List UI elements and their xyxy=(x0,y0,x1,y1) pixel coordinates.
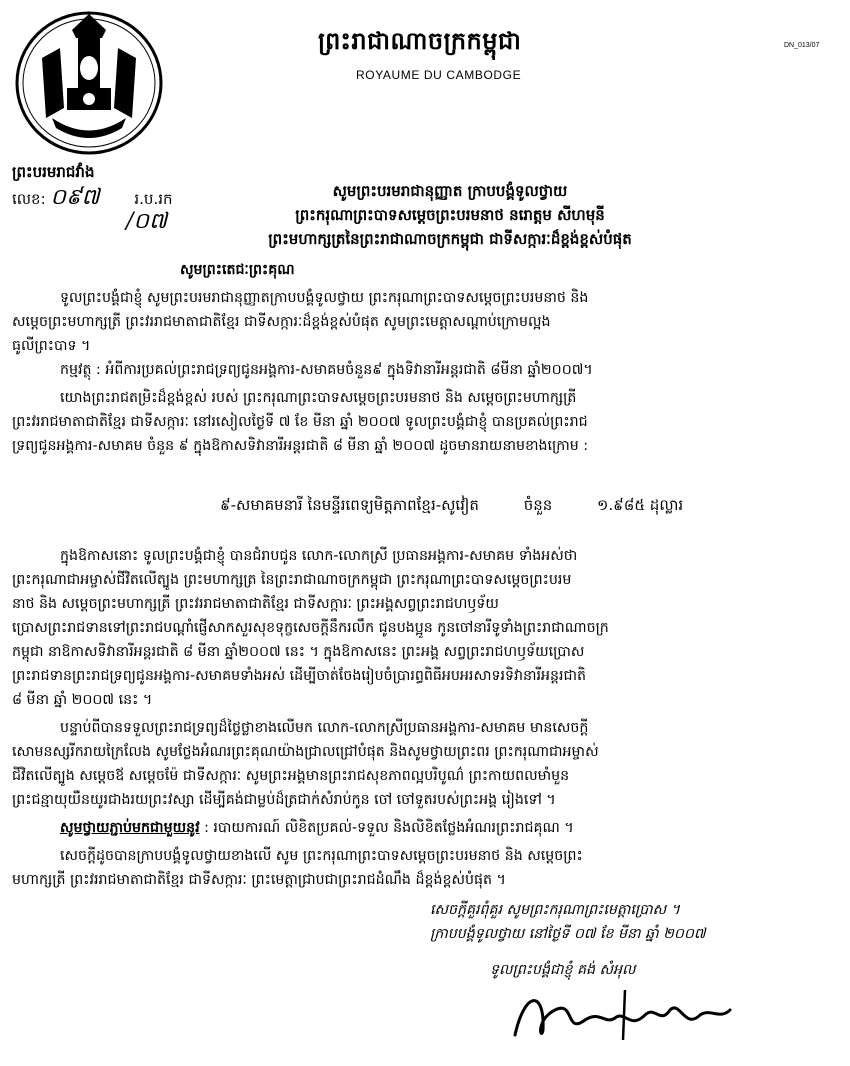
signer-name: ទូលព្រះបង្គំជាខ្ញុំ គង់ សំអុល xyxy=(490,962,636,978)
heading-line-1: សូមព្រះបរមរាជានុញ្ញាត ក្រាបបង្គំទូលថ្វាយ xyxy=(332,182,568,200)
amount-value: ១.៩៨៥ ដុល្លារ xyxy=(597,496,684,514)
royal-seal-emblem xyxy=(12,8,166,158)
kingdom-title-khmer: ព្រះរាជាណាចក្រកម្ពុជា xyxy=(318,27,522,55)
body-line: សោមនស្សរីករាយក្រៃលែង សូមថ្លែងអំណរព្រះគុណយ៉ាងជ្រាលជ្រៅបំផុត និងសូមថ្វាយព្រះពរ ព្រះករុណាជាអម្ចាស់ xyxy=(12,744,599,760)
attachment-text: : របាយការណ៍ លិខិតប្រគល់-ទទួល និងលិខិតថ្លែងអំណរព្រះរាជគុណ ។ xyxy=(204,820,574,836)
amount-org: ៩-សមាគមនារី នៃមន្ទីរពេទ្យមិត្តភាពខ្មែរ-សូវៀត xyxy=(220,496,479,514)
body-line: ធូលីព្រះបាទ ។ xyxy=(12,338,91,354)
body-line: សម្តេចព្រះមហាក្សត្រី ព្រះវររាជមាតាជាតិខ្មែរ ជាទីសក្ការៈដ៏ខ្ពង់ខ្ពស់បំផុត សូមព្រះមេត្តាសណ្តាប់ក្រោមល្អង xyxy=(12,314,551,330)
handwritten-signature xyxy=(505,980,745,1050)
amount-line xyxy=(220,496,683,518)
body-line: ប្រោសព្រះរាជទានទៅព្រះរាជបណ្តាំផ្ញើសាកសួរសុខទុក្ខសេចក្តីនឹករលឹក ជូនបងប្អូន កូនចៅនារីទូទាំងព្រះរាជាណាចក្រ xyxy=(12,620,609,636)
amount-label: ចំនួន xyxy=(523,496,553,514)
sign-line: សេចក្តីគួរពុំគួរ សូមព្រះករុណាព្រះមេត្តាប្រោស ។ xyxy=(430,902,680,918)
body-line: កម្ពុជា នាឱកាសទិវានារីអន្តរជាតិ ៨ មីនា ឆ្នាំ២០០៧ នេះ ។ ក្នុងឱកាសនេះ ព្រះអង្គ សព្វព្រះរាជហឫទ័យប្រោស xyxy=(12,644,585,660)
number-handwritten: ០៩៧ xyxy=(50,185,100,210)
body-line: ជីវិតលើត្បូង សម្តេចឪ សម្តេចម៉ែ ជាទីសក្ការៈ សូមព្រះអង្គមានព្រះរាជសុខភាពល្អបរិបូណ៌ ព្រះកាយពលមាំមួន xyxy=(12,768,570,784)
heading-line-3: ព្រះមហាក្សត្រនៃព្រះរាជាណាចក្រកម្ពុជា ជាទីសក្ការៈដ៏ខ្ពង់ខ្ពស់បំផុត xyxy=(268,230,632,248)
closing-line: មហាក្សត្រី ព្រះវររាជមាតាជាតិខ្មែរ ជាទីសក្ការៈ ព្រះមេត្តាជ្រាបជាព្រះរាជដំណឹង ដ៏ខ្ពង់ខ្ពស់បំផុត ។ xyxy=(12,872,506,888)
body-line: ក្នុងឱកាសនោះ ទូលព្រះបង្គំជាខ្ញុំ បានជំរាបជូន លោក-លោកស្រី ប្រធានអង្គការ-សមាគម ទាំងអស់ថា xyxy=(60,548,578,564)
number-suffix: រ.ប.រក xyxy=(134,190,173,208)
body-line: ព្រះវររាជមាតាជាតិខ្មែរ ជាទីសក្ការៈ នៅរសៀលថ្ងៃទី ៧ ខែ មីនា ឆ្នាំ ២០០៧ ទូលព្រះបង្គំជាខ្ញុំ បានប្រគល់ព្រះរាជ xyxy=(12,414,588,430)
heading-line-2: ព្រះករុណាព្រះបាទសម្តេចព្រះបរមនាថ នរោត្តម សីហមុនី xyxy=(295,206,605,224)
number-year-handwritten: /០៧ xyxy=(126,209,168,234)
body-line: ព្រះករុណាជាអម្ចាស់ជីវិតលើត្បូង ព្រះមហាក្សត្រ នៃព្រះរាជាណាចក្រកម្ពុជា ព្រះករុណាព្រះបាទសម្តេចព្រះបរម xyxy=(12,572,572,588)
closing-line: សេចក្តីដូចបានក្រាបបង្គំទូលថ្វាយខាងលើ សូម ព្រះករុណាព្រះបាទសម្តេចព្រះបរមនាថ និង សម្តេចព្រះ xyxy=(60,848,583,864)
body-line: ៨ មីនា ឆ្នាំ ២០០៧ នេះ ។ xyxy=(12,692,153,708)
kingdom-title-french: ROYAUME DU CAMBODGE xyxy=(356,68,522,82)
salutation: សូមព្រះតេជៈព្រះគុណ xyxy=(180,262,295,278)
body-line: បន្ទាប់ពីបានទទួលព្រះរាជទ្រព្យដ៏ថ្លៃថ្លាខាងលើមក លោក-លោកស្រីប្រធានអង្គការ-សមាគម មានសេចក្តី xyxy=(60,720,589,736)
attachment-line xyxy=(60,818,850,838)
body-line: នាថ និង សម្តេចព្រះមហាក្សត្រី ព្រះវររាជមាតាជាតិខ្មែរ ជាទីសក្ការៈ ព្រះអង្គសព្វព្រះរាជហឫទ័យ xyxy=(12,596,499,612)
body-line: ទ្រព្យជូនអង្គការ-សមាគម ចំនួន ៩ ក្នុងឱកាសទិវានារីអន្តរជាតិ ៨ មីនា ឆ្នាំ ២០០៧ ដូចមានរាយនាមខាងក្រោម : xyxy=(12,438,589,454)
sign-line: ក្រាបបង្គំទូលថ្វាយ នៅថ្ងៃទី ០៧ ខែ មីនា ឆ្នាំ ២០០៧ xyxy=(430,926,706,942)
body-line: ព្រះរាជទានព្រះរាជទ្រព្យជូនអង្គការ-សមាគមទាំងអស់ ដើម្បីចាត់ចែងរៀបចំប្រារព្ធពិធីអបអរសាទរទិវានារីអន្តរជាតិ xyxy=(12,668,587,684)
body-line: ព្រះជន្មាយុយឺនយូរជាងរយព្រះវស្សា ដើម្បីគង់ជាម្លប់ដ៏ត្រជាក់សំរាប់កូន ចៅ ចៅទួតរបស់ព្រះអង្គ រៀងទៅ ។ xyxy=(12,792,556,808)
attachment-label: សូមថ្វាយភ្ជាប់មកជាមួយនូវ xyxy=(60,820,200,836)
number-label: លេខ: xyxy=(12,190,46,208)
body-line: យោងព្រះរាជតម្រិះដ៏ខ្ពង់ខ្ពស់ របស់ ព្រះករុណាព្រះបាទសម្តេចព្រះបរមនាថ និង សម្តេចព្រះមហាក្សត្រី xyxy=(60,390,577,406)
issuing-office: ព្រះបរមរាជវាំង xyxy=(12,163,95,181)
body-line: ទូលព្រះបង្គំជាខ្ញុំ សូមព្រះបរមរាជានុញ្ញាតក្រាបបង្គំទូលថ្វាយ ព្រះករុណាព្រះបាទសម្តេចព្រះបរមនាថ និង xyxy=(60,290,589,306)
subject-line: កម្មវត្ថុ : អំពីការប្រគល់ព្រះរាជទ្រព្យជូនអង្គការ-សមាគមចំនួន៩ ក្នុងទិវានារីអន្តរជាតិ ៨មីនា ឆ្នាំ២០០៧។ xyxy=(60,362,593,378)
document-reference-code: DN_013/07 xyxy=(784,42,820,49)
